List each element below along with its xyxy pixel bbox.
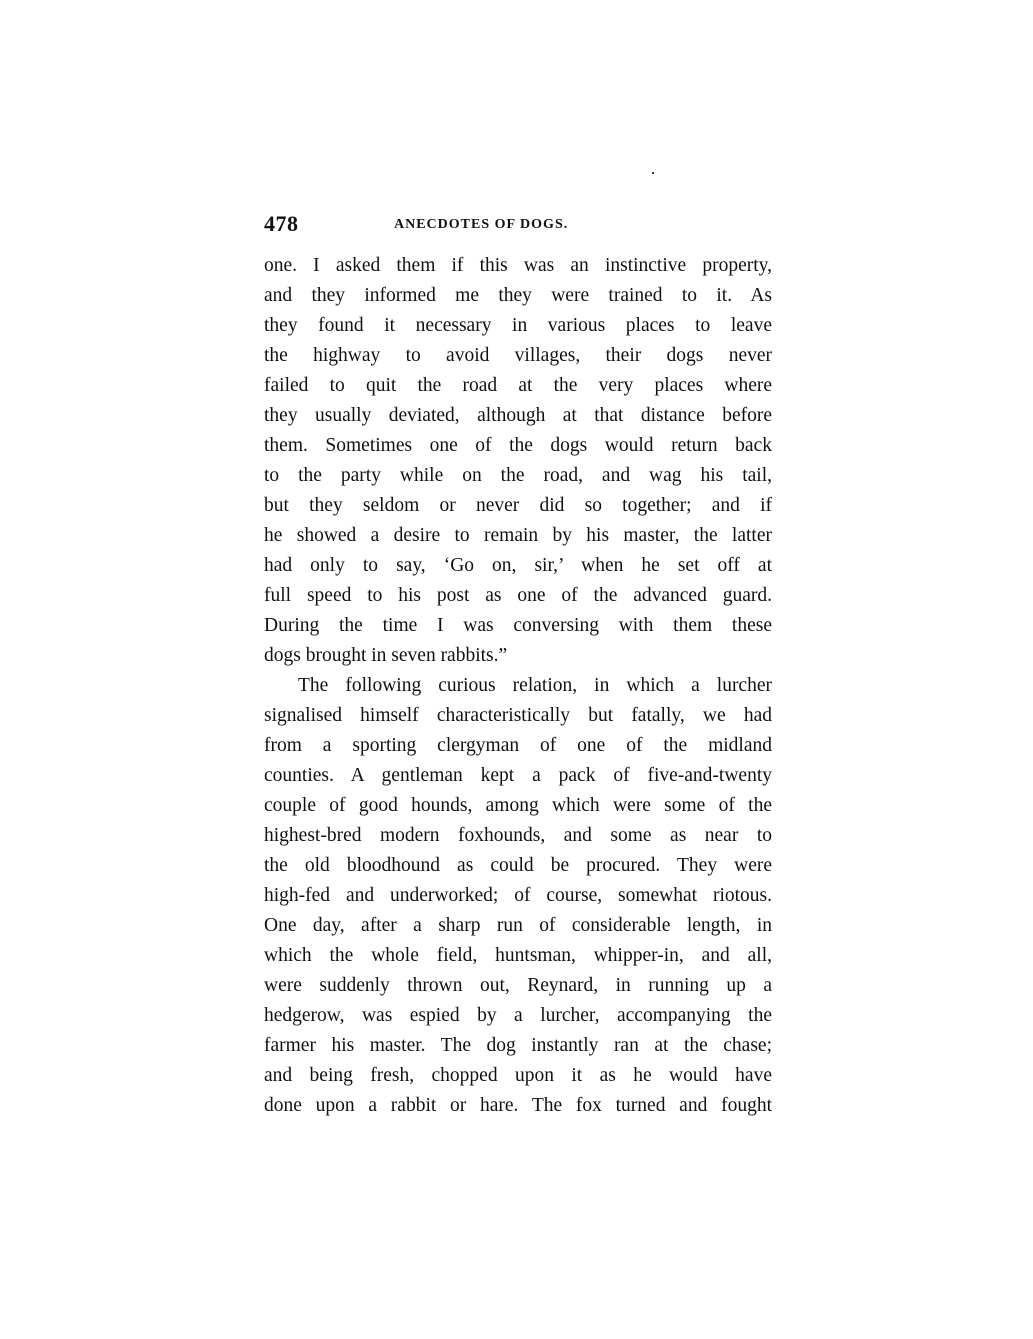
text-line: failed to quit the road at the very places where	[264, 375, 772, 396]
text-line: which the whole field, huntsman, whipper-in, and all,	[264, 945, 772, 966]
text-line: but they seldom or never did so together; and if	[264, 495, 772, 516]
paragraph-1	[264, 251, 772, 671]
text-line: were suddenly thrown out, Reynard, in running up a	[264, 975, 772, 996]
paragraph-2	[264, 671, 772, 1121]
text-line: During the time I was conversing with them these	[264, 615, 772, 636]
text-line: hedgerow, was espied by a lurcher, accompanying the	[264, 1005, 772, 1026]
text-line: the highway to avoid villages, their dogs never	[264, 345, 772, 366]
text-line: the old bloodhound as could be procured. They were	[264, 855, 772, 876]
page-header	[264, 211, 772, 241]
text-line: from a sporting clergyman of one of the midland	[264, 735, 772, 756]
text-line: high-fed and underworked; of course, somewhat riotous.	[264, 885, 772, 906]
text-line: and they informed me they were trained to it. As	[264, 285, 772, 306]
body-text	[264, 251, 772, 1121]
text-line: counties. A gentleman kept a pack of five-and-twenty	[264, 765, 772, 786]
page-number: 478	[264, 211, 299, 236]
text-line: to the party while on the road, and wag his tail,	[264, 465, 772, 486]
text-line: one. I asked them if this was an instinctive property,	[264, 255, 772, 276]
running-head: ANECDOTES OF DOGS.	[394, 217, 569, 232]
page-speck	[652, 172, 654, 174]
text-line: couple of good hounds, among which were some of the	[264, 795, 772, 816]
text-line: full speed to his post as one of the advanced guard.	[264, 585, 772, 606]
text-line: they usually deviated, although at that distance before	[264, 405, 772, 426]
text-line: signalised himself characteristically but fatally, we had	[264, 705, 772, 726]
text-line: and being fresh, chopped upon it as he would have	[264, 1065, 772, 1086]
text-line: dogs brought in seven rabbits.”	[264, 645, 508, 666]
text-line: highest-bred modern foxhounds, and some as near to	[264, 825, 772, 846]
text-line: farmer his master. The dog instantly ran at the chase;	[264, 1035, 772, 1056]
text-line: One day, after a sharp run of considerable length, in	[264, 915, 772, 936]
text-line: done upon a rabbit or hare. The fox turned and fought	[264, 1095, 772, 1116]
text-line: The following curious relation, in which a lurcher	[298, 675, 772, 696]
text-line: they found it necessary in various places to leave	[264, 315, 772, 336]
text-line: had only to say, ‘Go on, sir,’ when he set off at	[264, 555, 772, 576]
text-line: them. Sometimes one of the dogs would return back	[264, 435, 772, 456]
text-line: he showed a desire to remain by his master, the latter	[264, 525, 772, 546]
